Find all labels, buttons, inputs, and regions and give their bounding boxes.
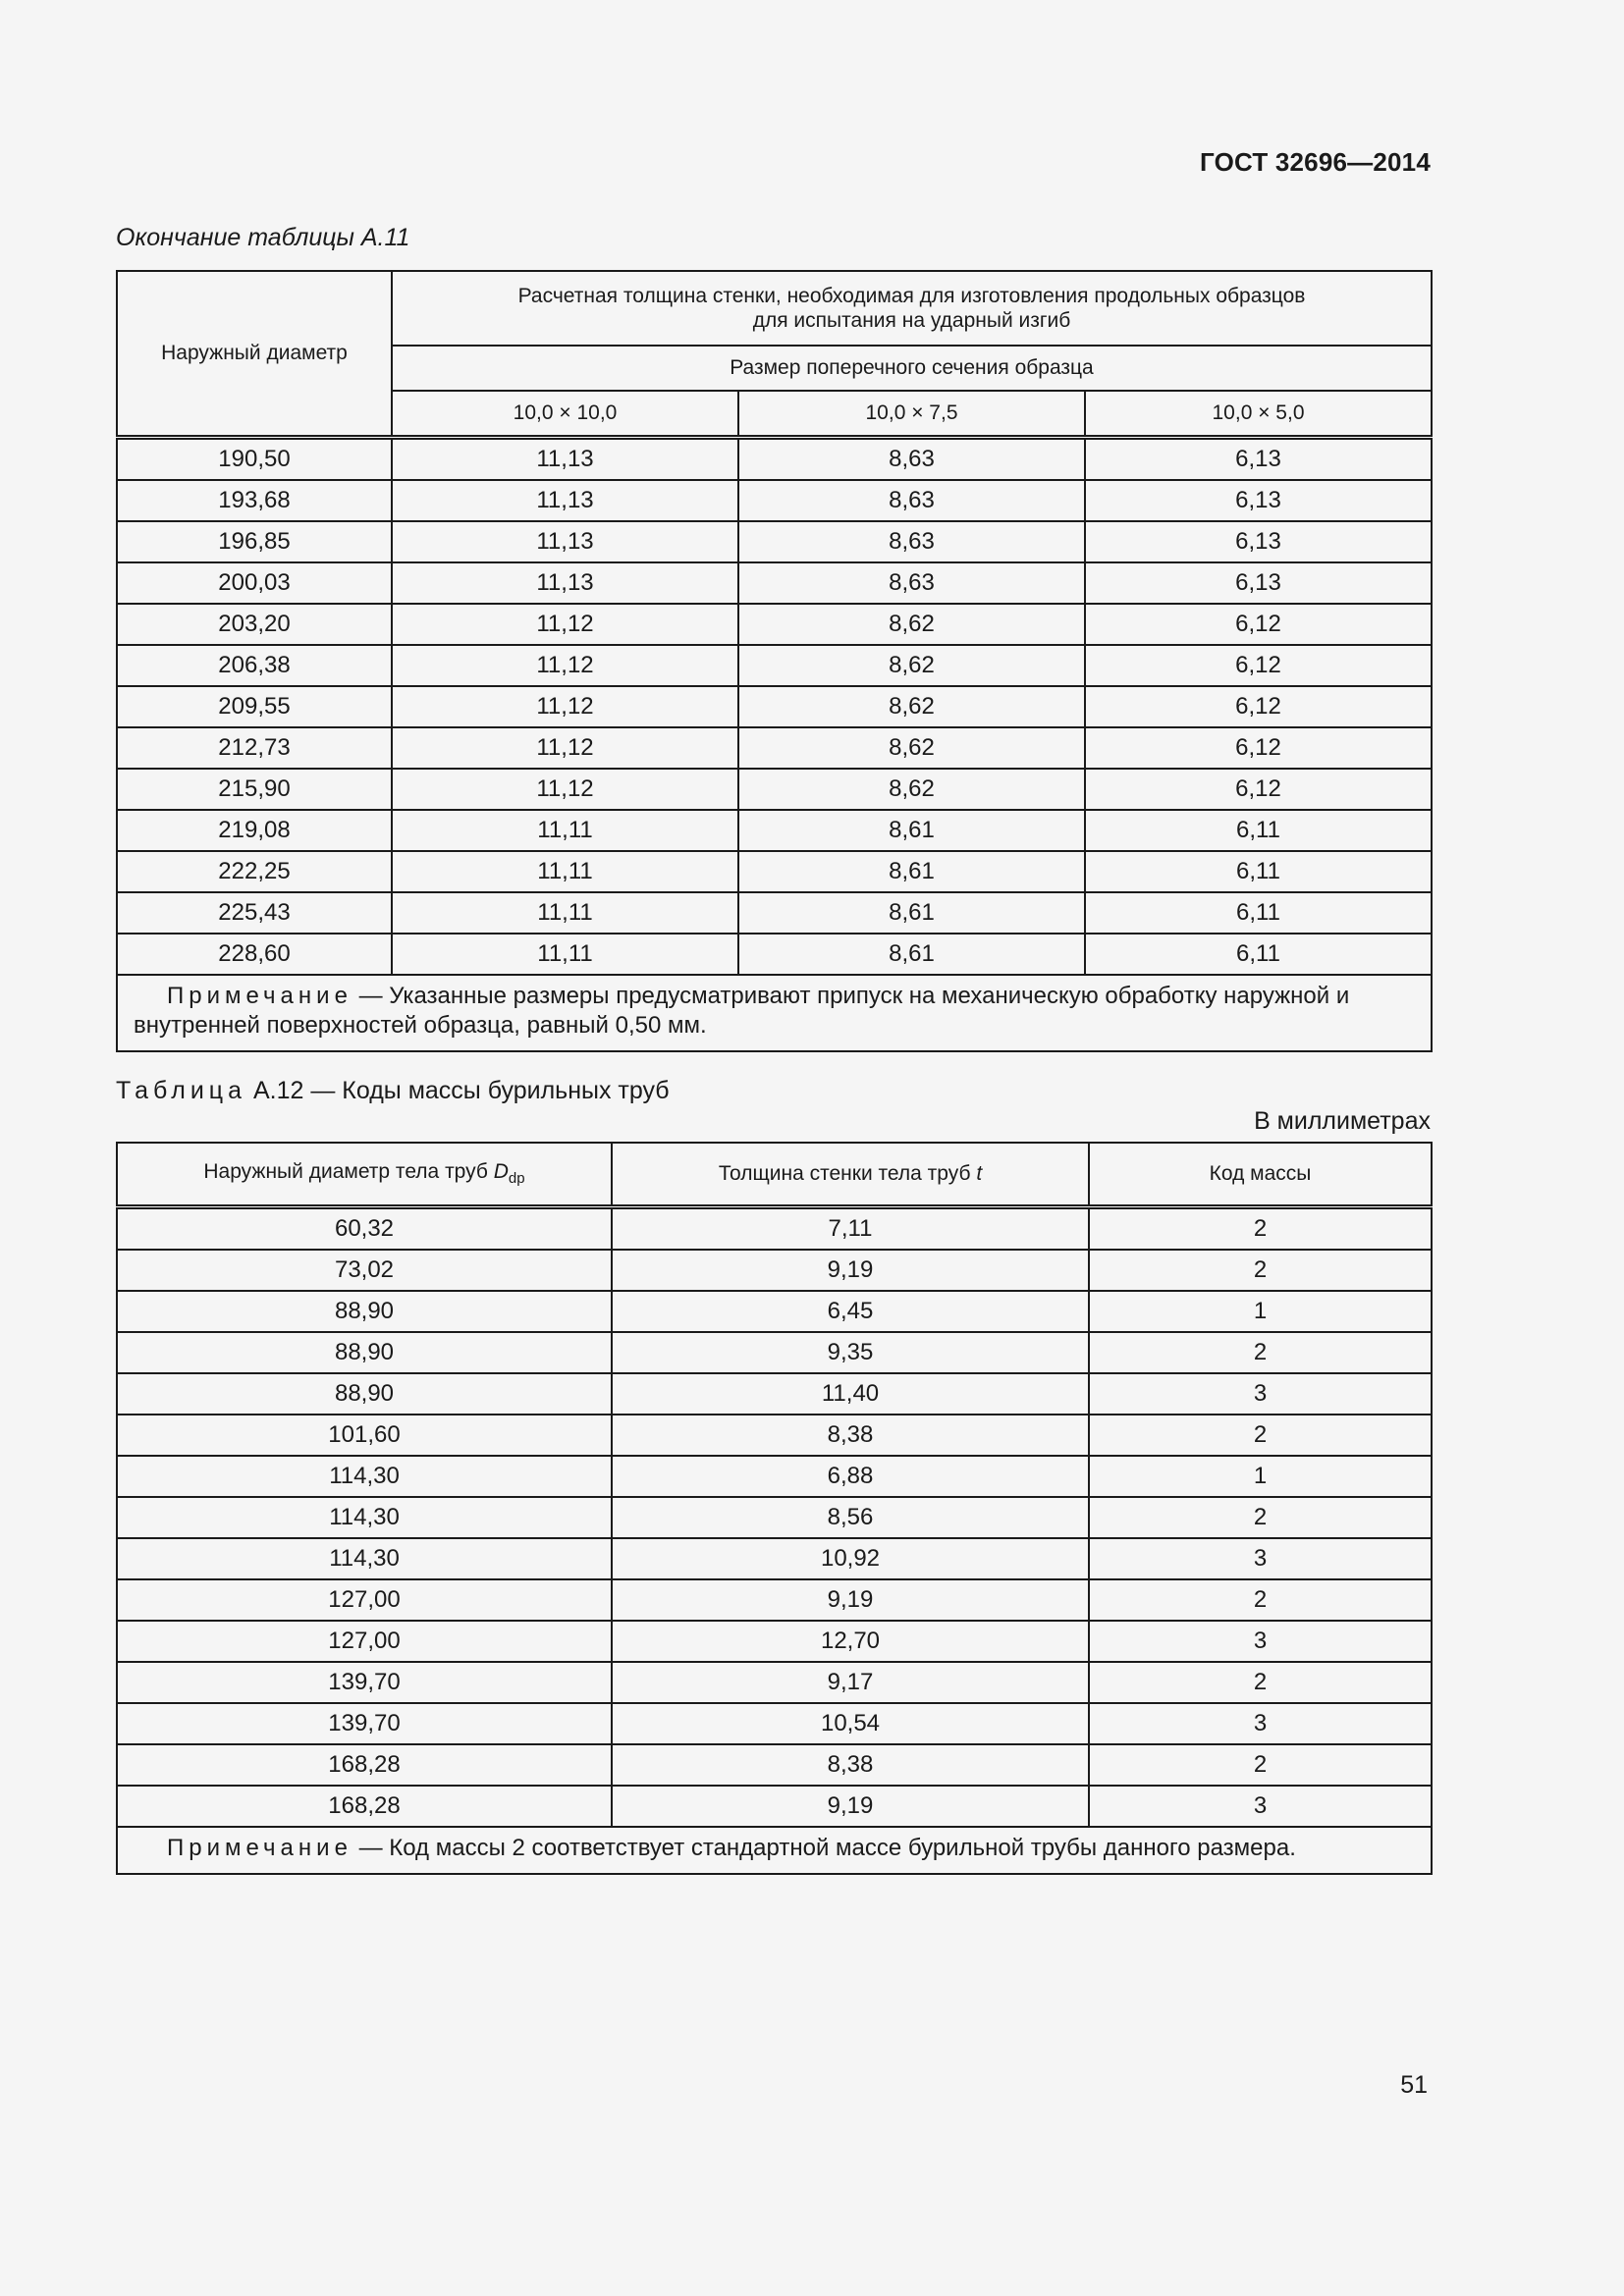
note-text: — Указанные размеры предусматривают припуск на механическую обработку наружной и внутренней поверхностей образца, равный 0,50 мм.: [134, 983, 1350, 1039]
col1-text: Наружный диаметр тела труб: [203, 1160, 494, 1184]
table-row: [117, 769, 1432, 810]
table-row: [117, 1207, 1432, 1251]
table-cell: 6,12: [1085, 686, 1432, 727]
table-cell: 11,13: [392, 438, 738, 481]
units-label: В миллиметрах: [1254, 1107, 1431, 1135]
table-cell: 222,25: [117, 851, 392, 892]
table-cell: 8,62: [738, 645, 1085, 686]
table-cell: 200,03: [117, 562, 392, 604]
note-label: Примечание: [167, 983, 352, 1009]
header-mass-code: Код массы: [1089, 1143, 1432, 1207]
table-cell: 139,70: [117, 1662, 612, 1703]
table-cell: 196,85: [117, 521, 392, 562]
col1-sub: dp: [508, 1170, 525, 1188]
table-cell: 6,13: [1085, 438, 1432, 481]
table-cell: 8,38: [612, 1415, 1089, 1456]
table-row: [117, 810, 1432, 851]
note-label: Примечание: [167, 1835, 352, 1861]
table-cell: 3: [1089, 1373, 1432, 1415]
table-cell: 88,90: [117, 1291, 612, 1332]
table-cell: 219,08: [117, 810, 392, 851]
table-cell: 6,13: [1085, 480, 1432, 521]
table-cell: 2: [1089, 1662, 1432, 1703]
table-row: [117, 1538, 1432, 1579]
table-cell: 6,88: [612, 1456, 1089, 1497]
table-a11-caption: Окончание таблицы А.11: [116, 224, 410, 251]
table-row: [117, 727, 1432, 769]
table-row: [117, 1744, 1432, 1786]
table-cell: 9,35: [612, 1332, 1089, 1373]
document-code: ГОСТ 32696—2014: [1200, 147, 1431, 177]
table-cell: 9,19: [612, 1579, 1089, 1621]
table-a12: [116, 1142, 1433, 1875]
table-a11-note: [117, 975, 1432, 1051]
table-a12-body: [117, 1207, 1432, 1828]
table-cell: 168,28: [117, 1744, 612, 1786]
table-row: [117, 562, 1432, 604]
table-row: [117, 1291, 1432, 1332]
table-cell: 114,30: [117, 1497, 612, 1538]
table-cell: 228,60: [117, 934, 392, 975]
table-cell: 6,12: [1085, 769, 1432, 810]
table-cell: 8,63: [738, 480, 1085, 521]
table-cell: 88,90: [117, 1373, 612, 1415]
table-cell: 11,13: [392, 562, 738, 604]
table-cell: 6,45: [612, 1291, 1089, 1332]
page-number: 51: [1400, 2071, 1428, 2099]
table-cell: 10,92: [612, 1538, 1089, 1579]
table-cell: 1: [1089, 1456, 1432, 1497]
table-cell: 127,00: [117, 1621, 612, 1662]
table-cell: 101,60: [117, 1415, 612, 1456]
table-cell: 9,19: [612, 1786, 1089, 1827]
table-a12-title: [116, 1077, 670, 1105]
table-cell: 11,11: [392, 892, 738, 934]
table-cell: 3: [1089, 1703, 1432, 1744]
table-cell: 3: [1089, 1786, 1432, 1827]
table-cell: 8,63: [738, 521, 1085, 562]
header-size-3: 10,0 × 5,0: [1085, 391, 1432, 438]
table-cell: 11,13: [392, 521, 738, 562]
table-row: [117, 1415, 1432, 1456]
table-cell: 60,32: [117, 1207, 612, 1251]
table-cell: 2: [1089, 1207, 1432, 1251]
table-cell: 11,11: [392, 934, 738, 975]
table-a12-note: [117, 1827, 1432, 1874]
table-cell: 6,12: [1085, 727, 1432, 769]
table-cell: 225,43: [117, 892, 392, 934]
table-row: [117, 521, 1432, 562]
table-row: [117, 1786, 1432, 1827]
table-row: [117, 645, 1432, 686]
table-cell: 11,12: [392, 686, 738, 727]
table-cell: 9,19: [612, 1250, 1089, 1291]
table-cell: 215,90: [117, 769, 392, 810]
header-pipe-outer-diameter: [117, 1143, 612, 1207]
table-a11-body: [117, 438, 1432, 976]
table-cell: 6,11: [1085, 810, 1432, 851]
note-text: — Код массы 2 соответствует стандартной массе бурильной трубы данного размера.: [352, 1835, 1296, 1861]
table-cell: 11,12: [392, 727, 738, 769]
table-cell: 8,61: [738, 934, 1085, 975]
table-cell: 209,55: [117, 686, 392, 727]
table-cell: 7,11: [612, 1207, 1089, 1251]
table-row: [117, 892, 1432, 934]
table-title-text: А.12 — Коды массы бурильных труб: [246, 1077, 670, 1104]
table-cell: 6,11: [1085, 851, 1432, 892]
table-cell: 2: [1089, 1415, 1432, 1456]
table-cell: 8,38: [612, 1744, 1089, 1786]
table-cell: 203,20: [117, 604, 392, 645]
table-cell: 3: [1089, 1538, 1432, 1579]
table-cell: 11,13: [392, 480, 738, 521]
table-cell: 1: [1089, 1291, 1432, 1332]
table-cell: 139,70: [117, 1703, 612, 1744]
table-row: [117, 1250, 1432, 1291]
table-row: [117, 1332, 1432, 1373]
table-row: [117, 604, 1432, 645]
table-row: [117, 1497, 1432, 1538]
table-cell: 8,63: [738, 438, 1085, 481]
table-row: [117, 1703, 1432, 1744]
table-cell: 2: [1089, 1332, 1432, 1373]
table-row: [117, 1662, 1432, 1703]
table-cell: 73,02: [117, 1250, 612, 1291]
table-cell: 8,62: [738, 604, 1085, 645]
header-outer-diameter: Наружный диаметр: [117, 271, 392, 438]
table-row: [117, 1579, 1432, 1621]
table-row: [117, 480, 1432, 521]
col2-var: t: [976, 1162, 983, 1185]
table-cell: 11,11: [392, 851, 738, 892]
header-size-1: 10,0 × 10,0: [392, 391, 738, 438]
table-cell: 11,12: [392, 604, 738, 645]
table-cell: 2: [1089, 1250, 1432, 1291]
table-cell: 8,56: [612, 1497, 1089, 1538]
col2-text: Толщина стенки тела труб: [718, 1162, 977, 1185]
table-row: [117, 1456, 1432, 1497]
table-row: [117, 1373, 1432, 1415]
header-group-line2: для испытания на ударный изгиб: [752, 309, 1071, 332]
table-cell: 8,61: [738, 810, 1085, 851]
table-cell: 2: [1089, 1744, 1432, 1786]
header-section-size: Размер поперечного сечения образца: [392, 346, 1432, 391]
table-cell: 12,70: [612, 1621, 1089, 1662]
table-cell: 10,54: [612, 1703, 1089, 1744]
table-cell: 114,30: [117, 1456, 612, 1497]
header-size-2: 10,0 × 7,5: [738, 391, 1085, 438]
table-cell: 168,28: [117, 1786, 612, 1827]
table-cell: 8,62: [738, 686, 1085, 727]
table-cell: 6,11: [1085, 892, 1432, 934]
table-cell: 6,12: [1085, 604, 1432, 645]
table-a11: [116, 270, 1433, 1052]
table-cell: 6,12: [1085, 645, 1432, 686]
table-cell: 2: [1089, 1497, 1432, 1538]
table-cell: 206,38: [117, 645, 392, 686]
table-cell: 193,68: [117, 480, 392, 521]
col1-var: D: [493, 1160, 509, 1184]
table-cell: 8,62: [738, 727, 1085, 769]
table-cell: 11,40: [612, 1373, 1089, 1415]
table-row: [117, 851, 1432, 892]
table-cell: 6,11: [1085, 934, 1432, 975]
table-cell: 2: [1089, 1579, 1432, 1621]
table-cell: 11,12: [392, 769, 738, 810]
table-cell: 8,61: [738, 892, 1085, 934]
table-label: Таблица: [116, 1077, 247, 1104]
header-pipe-wall-thickness: [612, 1143, 1089, 1207]
table-cell: 8,63: [738, 562, 1085, 604]
table-cell: 190,50: [117, 438, 392, 481]
table-cell: 9,17: [612, 1662, 1089, 1703]
table-cell: 3: [1089, 1621, 1432, 1662]
table-cell: 127,00: [117, 1579, 612, 1621]
header-group-line1: Расчетная толщина стенки, необходимая для изготовления продольных образцов: [517, 285, 1306, 307]
table-row: [117, 1621, 1432, 1662]
table-row: [117, 438, 1432, 481]
table-cell: 8,62: [738, 769, 1085, 810]
table-cell: 88,90: [117, 1332, 612, 1373]
table-cell: 8,61: [738, 851, 1085, 892]
table-cell: 6,13: [1085, 562, 1432, 604]
table-cell: 212,73: [117, 727, 392, 769]
table-cell: 11,12: [392, 645, 738, 686]
table-cell: 6,13: [1085, 521, 1432, 562]
table-row: [117, 934, 1432, 975]
table-cell: 114,30: [117, 1538, 612, 1579]
table-row: [117, 686, 1432, 727]
header-wall-thickness-group: [392, 271, 1432, 346]
table-cell: 11,11: [392, 810, 738, 851]
